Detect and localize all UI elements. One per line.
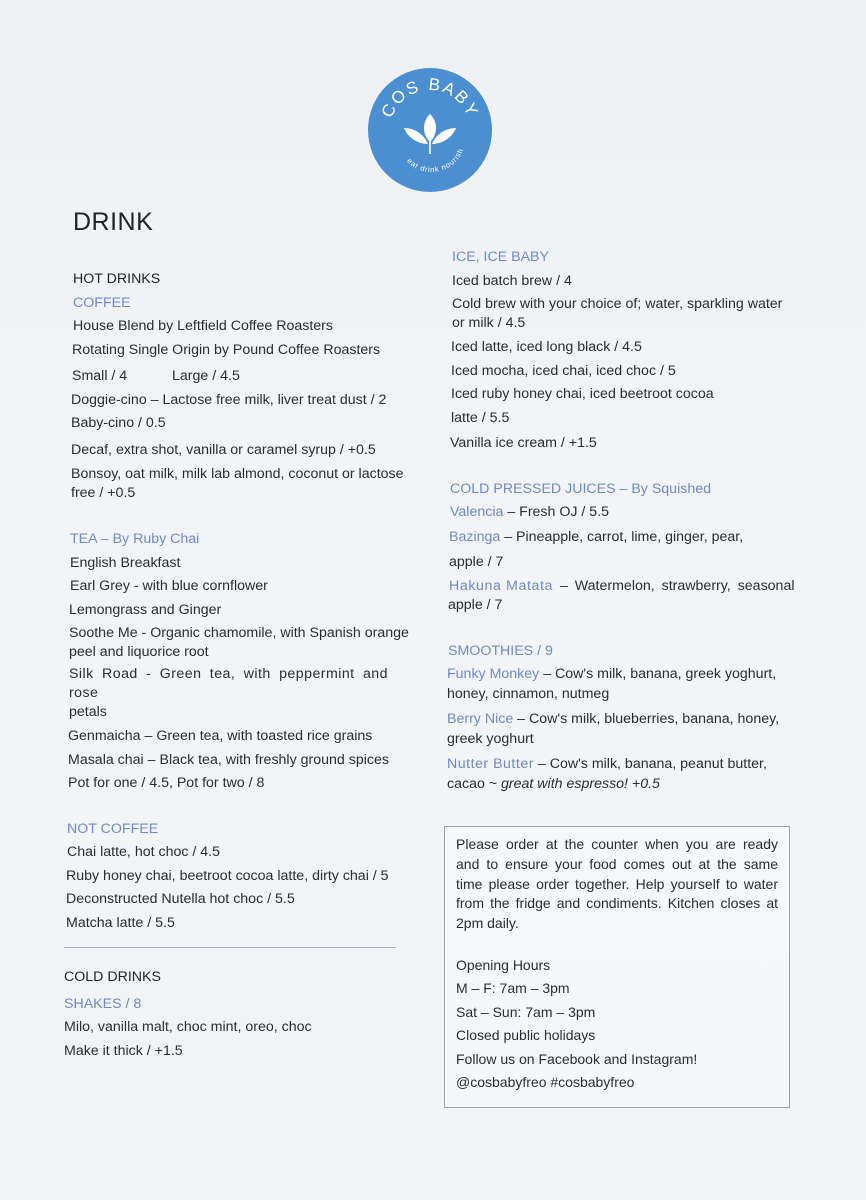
soothe-line-2: peel and liquorice root — [69, 644, 209, 660]
smoothie-name: Berry Nice — [447, 711, 514, 727]
cos-baby-logo — [368, 68, 492, 192]
juices-heading: COLD PRESSED JUICES – By Squished — [450, 480, 711, 497]
list-item — [449, 526, 797, 550]
smoothie-desc-cont: honey, cinnamon, nutmeg — [447, 685, 610, 702]
smoothie-desc-text: cacao ~ — [447, 775, 502, 792]
list-item: Masala chai – Black tea, with freshly ground spices — [68, 751, 389, 768]
page-title: DRINK — [73, 208, 154, 236]
list-item — [452, 295, 797, 333]
juice-desc: – Watermelon, strawberry, seasonal — [553, 577, 795, 594]
list-item — [69, 665, 424, 722]
not-coffee-heading: NOT COFFEE — [67, 820, 159, 837]
svg-text:COS BABY — [378, 75, 483, 121]
order-message: Please order at the counter when you are ready and to ensure your food comes out at the same time please order together. Help yourself to water from the fridge and condiments. Kitchen closes at 2pm daily. — [456, 836, 778, 932]
list-item: English Breakfast — [70, 554, 181, 571]
list-item: Vanilla ice cream / +1.5 — [450, 435, 597, 451]
milk-line-2: free / +0.5 — [71, 485, 136, 501]
list-item: Iced mocha, iced chai, iced choc / 5 — [451, 362, 676, 379]
size-small: Small / 4 — [72, 368, 128, 384]
size-row — [72, 365, 424, 389]
soothe-line-1: Soothe Me - Organic chamomile, with Spanish orange — [69, 625, 409, 641]
silk-line-1: Silk Road - Green tea, with peppermint and rose — [69, 666, 388, 701]
list-item: Matcha latte / 5.5 — [66, 914, 175, 931]
juice-desc: – Pineapple, carrot, lime, ginger, pear, — [500, 528, 744, 545]
list-item: Genmaicha – Green tea, with toasted rice grains — [68, 728, 373, 744]
list-item: Earl Grey - with blue cornflower — [70, 578, 268, 594]
list-item: Lemongrass and Ginger — [69, 601, 222, 618]
svg-text:eat drink nourish — [405, 147, 465, 175]
list-item: Iced ruby honey chai, iced beetroot cocoa — [451, 386, 714, 402]
list-item: Chai latte, hot choc / 4.5 — [67, 844, 221, 860]
list-item — [69, 624, 424, 662]
info-box — [444, 826, 790, 1108]
logo-tagline: eat drink nourish — [405, 146, 466, 175]
juice-desc-cont: apple / 7 — [449, 554, 504, 570]
leaf-logo-icon — [368, 68, 492, 192]
social-handles: @cosbabyfreo #cosbabyfreo — [456, 1074, 635, 1091]
coffee-heading: COFFEE — [73, 294, 131, 311]
section-divider — [64, 947, 396, 948]
list-item: Baby-cino / 0.5 — [71, 415, 166, 431]
list-item: Rotating Single Origin by Pound Coffee Roasters — [72, 341, 381, 358]
juice-desc: – Fresh OJ / 5.5 — [503, 504, 610, 520]
shakes-heading: SHAKES / 8 — [64, 995, 142, 1012]
hours-line: Sat – Sun: 7am – 3pm — [456, 1003, 596, 1020]
left-column — [64, 268, 424, 1063]
list-item: Iced latte, iced long black / 4.5 — [451, 339, 642, 355]
smoothie-name: Funky Monkey — [447, 666, 540, 682]
logo-name: COS BABY — [377, 74, 483, 121]
hot-drinks-heading: HOT DRINKS — [73, 271, 161, 287]
list-item: Milo, vanilla malt, choc mint, oreo, choc — [64, 1019, 312, 1035]
smoothie-desc-cont: greek yoghurt — [447, 730, 534, 747]
smoothie-desc: – Cow's milk, blueberries, banana, honey, — [513, 711, 780, 727]
list-item: Pot for one / 4.5, Pot for two / 8 — [68, 775, 265, 791]
juice-name: Valencia — [450, 504, 504, 520]
list-item: Ruby honey chai, beetroot cocoa latte, dirty chai / 5 — [66, 867, 389, 884]
espresso-note: great with espresso! +0.5 — [501, 775, 660, 792]
list-item — [71, 465, 424, 503]
right-column — [447, 246, 797, 796]
list-item — [450, 501, 797, 525]
list-item: Decaf, extra shot, vanilla or caramel syrup / +0.5 — [71, 441, 376, 458]
hours-heading: Opening Hours — [456, 956, 551, 973]
juice-name: Bazinga — [449, 528, 501, 545]
smoothie-desc: – Cow's milk, banana, greek yoghurt, — [539, 666, 777, 682]
smoothies-heading: SMOOTHIES / 9 — [448, 642, 553, 659]
size-large: Large / 4.5 — [172, 368, 240, 384]
cold-brew-line-1: Cold brew with your choice of; water, sparkling water — [452, 296, 783, 312]
juice-desc-cont: apple / 7 — [448, 597, 503, 613]
cold-brew-line-2: or milk / 4.5 — [452, 315, 526, 331]
smoothie-desc: – Cow's milk, banana, peanut butter, — [533, 756, 767, 772]
juice-name: Hakuna Matata — [449, 577, 554, 594]
hours-line: Closed public holidays — [456, 1027, 596, 1044]
list-item: latte / 5.5 — [451, 409, 510, 426]
list-item: Iced batch brew / 4 — [452, 272, 572, 289]
milk-line-1: Bonsoy, oat milk, milk lab almond, coconut or lactose — [71, 466, 404, 482]
hours-line: M – F: 7am – 3pm — [456, 980, 570, 997]
list-item: Doggie-cino – Lactose free milk, liver treat dust / 2 — [71, 391, 387, 408]
silk-line-2: petals — [69, 704, 107, 720]
ice-heading: ICE, ICE BABY — [452, 249, 549, 265]
social-line: Follow us on Facebook and Instagram! — [456, 1050, 698, 1067]
tea-heading: TEA – By Ruby Chai — [70, 531, 200, 547]
list-item: Make it thick / +1.5 — [64, 1042, 183, 1059]
smoothie-name: Nutter Butter — [447, 756, 534, 772]
list-item: Deconstructed Nutella hot choc / 5.5 — [66, 891, 295, 907]
list-item: House Blend by Leftfield Coffee Roasters — [73, 318, 333, 334]
cold-drinks-heading: COLD DRINKS — [64, 969, 161, 985]
